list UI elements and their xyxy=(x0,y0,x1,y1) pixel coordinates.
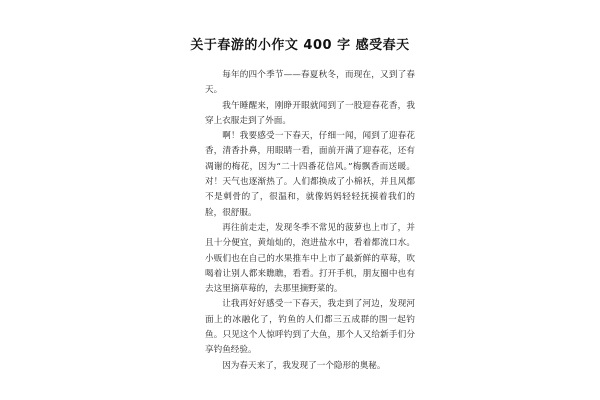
paragraph-4: 再往前走走，发现冬季不常见的菠萝也上市了，并且十分便宜，黄灿灿的，泡进盐水中，看着都流口水。小贩们也在自己的水果推车中上市了最新鲜的草莓，吹喝着让别人都来瞧瞧，看看。打开手机，朋友圈中也有去这里摘草莓的，去那里摘野菜的。 xyxy=(205,222,415,295)
paragraph-2: 我午睡醒来，刚睁开眼就闻到了一股迎春花香，我穿上衣服走到了外面。 xyxy=(205,100,415,126)
paragraph-1: 每年的四个季节——春夏秋冬，而现在，又到了春天。 xyxy=(205,70,415,96)
paragraph-6: 因为春天来了，我发现了一个隐形的奥秘。 xyxy=(222,360,386,371)
paragraph-5: 让我再好好感受一下春天，我走到了河边，发现河面上的冰融化了，钓鱼的人们都三五成群的围一起钓鱼。只见这个人惊呼钓到了大鱼，那个人又给新手们分享钓鱼经验。 xyxy=(205,299,415,356)
document-title: 关于春游的小作文 400 字 感受春天 xyxy=(190,38,410,53)
document-body xyxy=(205,68,415,374)
paragraph-3: 啊！我要感受一下春天，仔细一闻，闻到了迎春花香，清香扑鼻，用眼睛一看，面前开满了迎春花，还有凋谢的梅花，因为“二十四番花信风。”梅飘香而送暖。对！天气也逐渐热了。人们都换成了小棉袄，并且风都不是刺骨的了，很温和，就像妈妈轻轻抚摸着我们的脸，很舒服。 xyxy=(205,131,415,218)
